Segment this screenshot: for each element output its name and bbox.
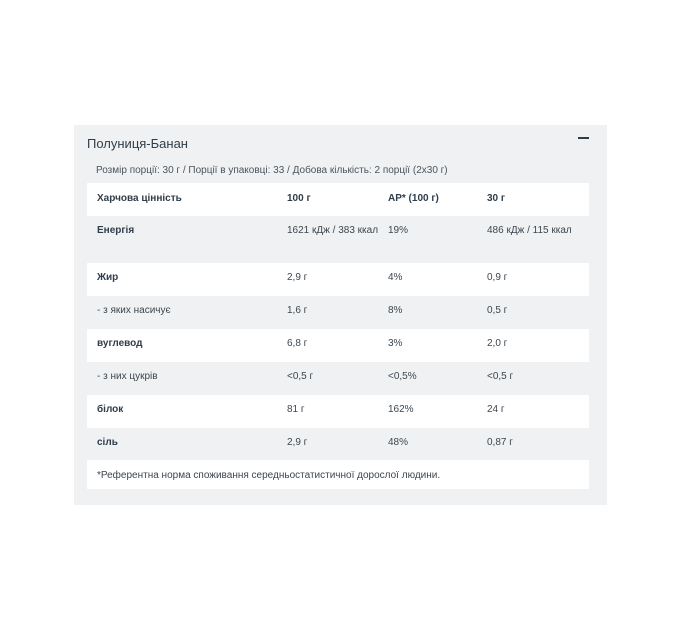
row-ri: 19% <box>388 216 487 263</box>
header-cell-per30: 30 г <box>487 183 589 216</box>
row-name: білок <box>87 395 287 428</box>
row-per100: <0,5 г <box>287 362 388 395</box>
header-cell-nutrient: Харчова цінність <box>87 183 287 216</box>
table-row <box>87 263 589 296</box>
row-ri: 162% <box>388 395 487 428</box>
header-cell-per100: 100 г <box>287 183 388 216</box>
row-name: Жир <box>87 263 287 296</box>
minus-icon[interactable] <box>578 137 589 139</box>
serving-info: Розмір порції: 30 г / Порції в упаковці: 33 / Добова кількість: 2 порції (2x30 г) <box>96 165 448 176</box>
row-ri: 4% <box>388 263 487 296</box>
table-row <box>87 395 589 428</box>
row-ri: 48% <box>388 428 487 461</box>
row-per30: <0,5 г <box>487 362 589 395</box>
row-per30: 0,9 г <box>487 263 589 296</box>
row-per30: 486 кДж / 115 ккал <box>487 216 589 263</box>
row-per100: 81 г <box>287 395 388 428</box>
row-per100: 1621 кДж / 383 ккал <box>287 216 388 263</box>
row-name: сіль <box>87 428 287 461</box>
row-per100: 2,9 г <box>287 263 388 296</box>
table-row <box>87 362 589 395</box>
row-per30: 0,87 г <box>487 428 589 461</box>
header-cell-ri: AP* (100 г) <box>388 183 487 216</box>
table-row <box>87 428 589 461</box>
accordion-header[interactable] <box>87 131 589 155</box>
table-header-row <box>87 183 589 216</box>
row-ri: <0,5% <box>388 362 487 395</box>
row-per100: 2,9 г <box>287 428 388 461</box>
panel-title: Полуниця-Банан <box>87 135 188 151</box>
nutrition-accordion <box>74 125 607 505</box>
row-name: - з яких насичує <box>87 296 287 329</box>
row-ri: 3% <box>388 329 487 362</box>
row-per30: 0,5 г <box>487 296 589 329</box>
table-row <box>87 296 589 329</box>
row-per30: 2,0 г <box>487 329 589 362</box>
table-row <box>87 329 589 362</box>
row-name: Енергія <box>87 216 287 263</box>
table-row <box>87 216 589 263</box>
row-ri: 8% <box>388 296 487 329</box>
row-name: вуглевод <box>87 329 287 362</box>
row-per30: 24 г <box>487 395 589 428</box>
footnote: *Референтна норма споживання середньостатистичної дорослої людини. <box>87 460 589 489</box>
row-per100: 6,8 г <box>287 329 388 362</box>
row-per100: 1,6 г <box>287 296 388 329</box>
row-name: - з них цукрів <box>87 362 287 395</box>
nutrition-table <box>87 183 589 461</box>
